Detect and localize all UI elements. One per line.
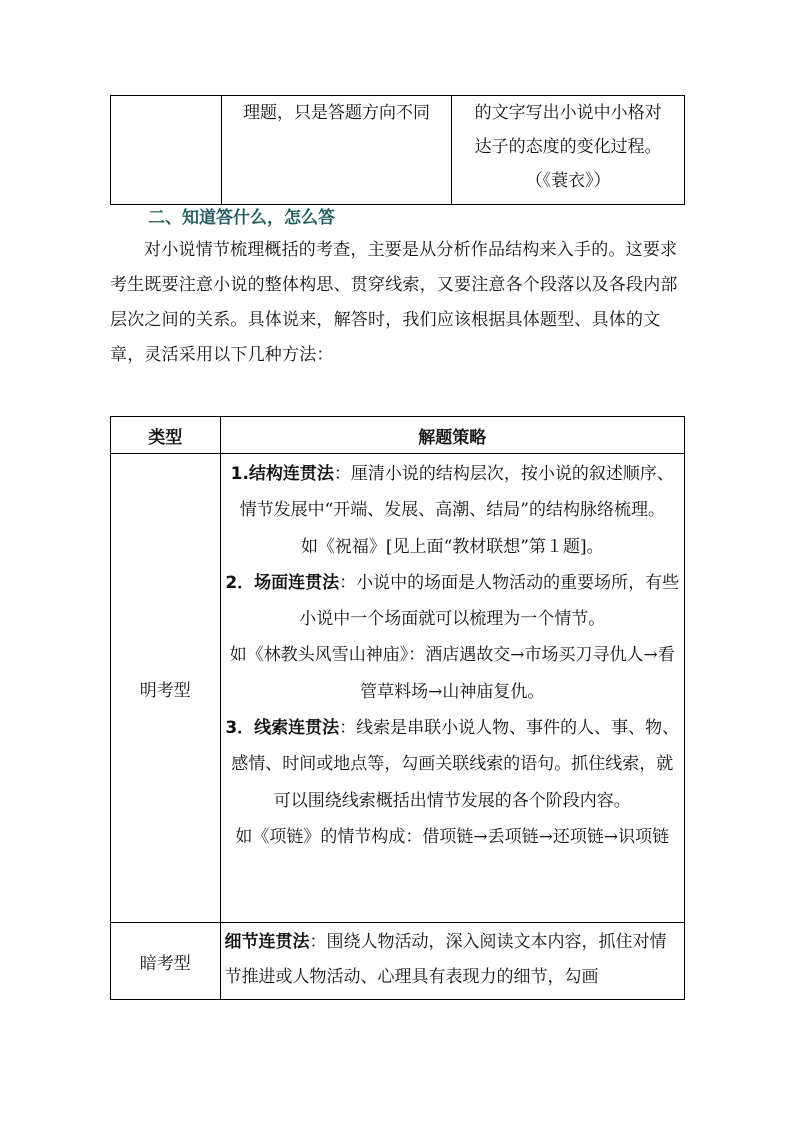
continued-cell-3-line-2: 达子的态度的变化过程。 (474, 137, 662, 157)
intro-paragraph: 对小说情节梳理概括的考查，主要是从分析作品结构来入手的。这要求考生既要注意小说的整体构思、贯穿线索，又要注意各个段落以及各段内部层次之间的关系。具体说来，解答时，我们应该根据具体题型、具体的文章，灵活采用以下几种方法： (110, 240, 678, 365)
method-2-example: 如《林教头风雪山神庙》：酒店遇故交→市场买刀寻仇人→看管草料场→山神庙复仇。 (229, 645, 675, 702)
implicit-strategy-cell (220, 923, 684, 1000)
header-type: 类型 (111, 417, 221, 454)
continued-table-cell-2 (221, 96, 452, 205)
continued-table-cell-empty (111, 96, 222, 205)
method-1 (225, 456, 680, 529)
continued-cell-2-text: 理题，只是答题方向不同 (243, 103, 431, 123)
method-3-example: 如《项链》的情节构成：借项链→丢项链→还项链→识项链 (235, 826, 670, 847)
method-2 (225, 565, 680, 638)
method-1-example: 如《祝福》[见上面“教材联想”第１题]。 (300, 536, 604, 557)
implicit-method (225, 925, 680, 995)
continued-cell-3-line-1: 的文字写出小说中小格对 (474, 103, 662, 123)
method-3-text: ：线索是串联小说人物、事件的人、事、物、感情、时间或地点等，勾画关联线索的语句。抓住线索，就可以围绕线索概括出情节发展的各个阶段内容。 (231, 718, 680, 811)
strategy-table (110, 416, 685, 1000)
strategy-row-explicit (111, 454, 685, 923)
continued-table-cell-3 (452, 96, 685, 205)
implicit-method-text: ：围绕人物活动，深入阅读文本内容，抓住对情节推进或人物活动、心理具有表现力的细节，勾画 (224, 932, 667, 987)
implicit-method-title: 细节连贯法 (224, 932, 310, 952)
strategy-table-header-row (111, 417, 685, 454)
continued-cell-3-line-3: （《蓑衣》） (525, 171, 611, 191)
method-1-text: ：厘清小说的结构层次，按小说的叙述顺序、情节发展中“开端、发展、高潮、结局”的结构脉络梳理。 (239, 464, 674, 521)
method-1-title: 1.结构连贯法 (230, 464, 334, 484)
section-title: 二、知道答什么，怎么答 (148, 208, 335, 228)
explicit-strategy-cell (220, 454, 684, 923)
continued-table (110, 95, 685, 205)
method-2-title: 2．场面连贯法 (225, 572, 340, 593)
strategy-row-implicit (111, 923, 685, 1000)
implicit-type-label: 暗考型 (111, 923, 221, 1000)
header-strategy: 解题策略 (220, 417, 684, 454)
method-3-title: 3．线索连贯法 (225, 718, 340, 739)
method-3 (225, 710, 680, 819)
explicit-type-label: 明考型 (111, 454, 221, 923)
method-2-text: ：小说中的场面是人物活动的重要场所，有些小说中一个场面就可以梳理为一个情节。 (299, 572, 680, 630)
